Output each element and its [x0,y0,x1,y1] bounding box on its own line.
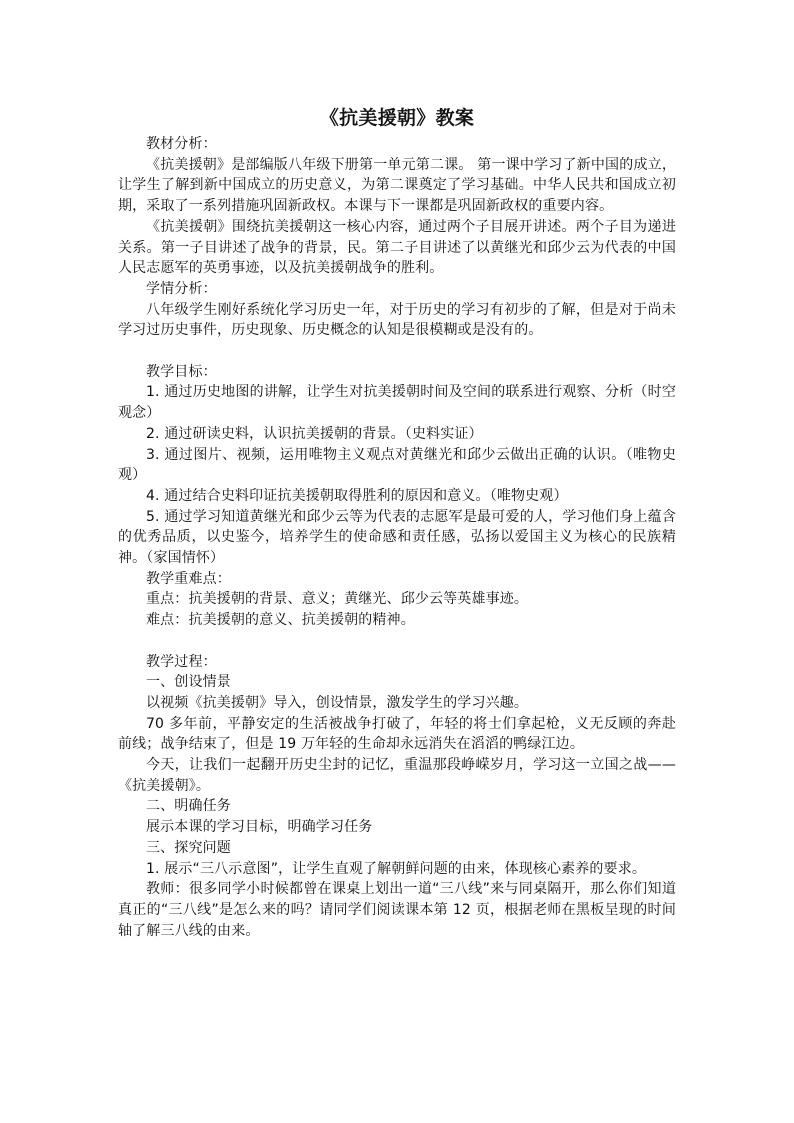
paragraph: 展示本课的学习目标，明确学习任务 [146,819,373,836]
difficult-point: 难点：抗美援朝的意义、抗美援朝的精神。 [146,612,415,629]
subsection-heading: 三、探究问题 [146,839,231,856]
section-heading-teaching-process: 教学过程： [146,653,217,670]
document-page [118,0,676,1123]
subsection-heading: 二、明确任务 [146,798,231,815]
goal-item: 3. 通过图片、视频，运用唯物主义观点对黄继光和邱少云做出正确的认识。（唯物史观） [118,446,676,484]
section-heading-textbook-analysis: 教材分析： [146,136,217,152]
paragraph: 教师：很多同学小时候都曾在课桌上划出一道“三八线”来与同桌隔开，那么你们知道真正的“三八线”是怎么来的吗？请同学们阅读课本第 12 页，根据老师在黑板呈现的时间轴了解三八线的由来。 [118,881,676,939]
section-heading-key-points: 教学重难点： [146,570,231,587]
paragraph: 70 多年前，平静安定的生活被战争打破了，年轻的将士们拿起枪，义无反顾的奔赴前线；战争结束了，但是 19 万年轻的生命却永远消失在滔滔的鸭绿江边。 [118,715,676,753]
paragraph: 今天，让我们一起翻开历史尘封的记忆，重温那段峥嵘岁月，学习这一立国之战——《抗美援朝》。 [118,757,676,794]
paragraph: 《抗美援朝》是部编版八年级下册第一单元第二课。 第一课中学习了新中国的成立，让学生了解到新中国成立的历史意义，为第二课奠定了学习基础。中华人民共和国成立初期，采取了一系列措施巩固新政权。本课与下一课都是巩固新政权的重要内容。 [118,156,676,215]
document-title: 《抗美援朝》教案 [319,107,475,129]
section-heading-teaching-goals: 教学目标： [146,363,217,380]
blank-line [118,341,676,362]
goal-item: 1. 通过历史地图的讲解，让学生对抗美援朝时间及空间的联系进行观察、分析（时空观念） [118,384,676,422]
goal-item: 4. 通过结合史料印证抗美援朝取得胜利的原因和意义。（唯物史观） [146,487,568,504]
paragraph: 《抗美援朝》围绕抗美援朝这一核心内容，通过两个子目展开讲述。两个子目为递进关系。第一子目讲述了战争的背景，民。第二子目讲述了以黄继光和邱少云为代表的中国人民志愿军的英勇事迹，以及抗美援朝战争的胜利。 [118,218,676,277]
section-heading-student-analysis: 学情分析： [146,280,217,297]
goal-item: 5. 通过学习知道黄继光和邱少云等为代表的志愿军是最可爱的人，学习他们身上蕴含的优秀品质，以史鉴今，培养学生的使命感和责任感，弘扬以爱国主义为核心的民族精神。（家国情怀） [118,508,676,567]
paragraph: 八年级学生刚好系统化学习历史一年，对于历史的学习有初步的了解，但是对于尚未学习过历史事件，历史现象、历史概念的认知是很模糊或是没有的。 [118,301,676,339]
subsection-heading: 一、创设情景 [146,674,231,691]
goal-item: 2. 通过研读史料，认识抗美援朝的背景。（史料实证） [146,425,483,442]
key-point: 重点：抗美援朝的背景、意义；黄继光、邱少云等英雄事迹。 [146,591,529,608]
blank-line [118,631,676,652]
paragraph: 1. 展示“三八示意图”，让学生直观了解朝鲜问题的由来，体现核心素养的要求。 [146,860,647,877]
paragraph: 以视频《抗美援朝》导入，创设情景，激发学生的学习兴趣。 [146,694,529,711]
document-body [118,134,676,941]
